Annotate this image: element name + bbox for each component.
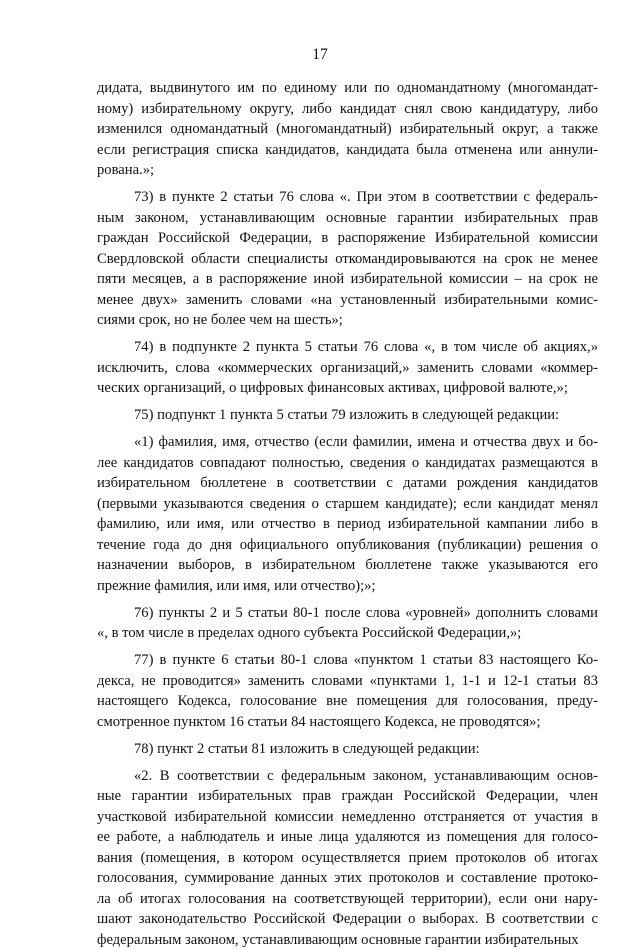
text-line: менее двух» заменить словами «на установленный избирательными комис- bbox=[97, 290, 598, 311]
document-body bbox=[97, 78, 598, 950]
text-line: «1) фамилия, имя, отчество (если фамилии, имена и отчества двух и бо- bbox=[97, 432, 598, 453]
text-line: ческих организаций, о цифровых финансовых активах, цифровой валюте,»; bbox=[97, 378, 598, 399]
text-line: ла об итогах голосования на соответствующей территории), если они нару- bbox=[97, 889, 598, 910]
paragraph-p-78 bbox=[97, 739, 598, 760]
paragraph-p-continuation bbox=[97, 78, 598, 181]
paragraph-p-75 bbox=[97, 405, 598, 426]
text-line: 78) пункт 2 статьи 81 изложить в следующей редакции: bbox=[97, 739, 598, 760]
page-number: 17 bbox=[0, 46, 640, 64]
text-line: ные гарантии избирательных прав граждан Российской Федерации, член bbox=[97, 786, 598, 807]
text-line: 77) в пункте 6 статьи 80-1 слова «пунктом 1 статьи 83 настоящего Ко- bbox=[97, 650, 598, 671]
paragraph-p-75-text bbox=[97, 432, 598, 596]
text-line: дидата, выдвинутого им по единому или по одномандатному (многомандат- bbox=[97, 78, 598, 99]
text-line: 74) в подпункте 2 пункта 5 статьи 76 слова «, в том числе об акциях,» bbox=[97, 337, 598, 358]
paragraph-p-74 bbox=[97, 337, 598, 399]
text-line: настоящего Кодекса, голосование вне помещения для голосования, преду- bbox=[97, 691, 598, 712]
text-line: избирательном бюллетене в соответствии с датами рождения кандидатов bbox=[97, 473, 598, 494]
text-line: ее работе, а наблюдатель и иные лица удаляются из помещения для голосо- bbox=[97, 827, 598, 848]
text-line: (первыми указываются сведения о старшем кандидате); если кандидат менял bbox=[97, 494, 598, 515]
text-line: «2. В соответствии с федеральным законом, устанавливающим основ- bbox=[97, 766, 598, 787]
text-line: изменился одномандатный (многомандатный) избирательный округ, а также bbox=[97, 119, 598, 140]
paragraph-p-78-text bbox=[97, 766, 598, 950]
text-line: лее кандидатов совпадают полностью, сведения о кандидатах размещаются в bbox=[97, 453, 598, 474]
text-line: 75) подпункт 1 пункта 5 статьи 79 изложить в следующей редакции: bbox=[97, 405, 598, 426]
text-line: декса, не проводится» заменить словами «пунктами 1, 1-1 и 12-1 статьи 83 bbox=[97, 671, 598, 692]
paragraph-p-77 bbox=[97, 650, 598, 732]
text-line: вания (помещения, в котором осуществляется прием протоколов об итогах bbox=[97, 848, 598, 869]
paragraph-p-73 bbox=[97, 187, 598, 331]
text-line: ным законом, устанавливающим основные гарантии избирательных прав bbox=[97, 208, 598, 229]
text-line: рована.»; bbox=[97, 160, 598, 181]
text-line: «, в том числе в пределах одного субъекта Российской Федерации,»; bbox=[97, 623, 598, 644]
text-line: 73) в пункте 2 статьи 76 слова «. При этом в соответствии с федераль- bbox=[97, 187, 598, 208]
paragraph-p-76 bbox=[97, 603, 598, 644]
text-line: смотренное пунктом 16 статьи 84 настоящего Кодекса, не проводятся»; bbox=[97, 712, 598, 733]
text-line: назначении выборов, в избирательном бюллетене также указываются его bbox=[97, 555, 598, 576]
text-line: прежние фамилия, или имя, или отчество);»; bbox=[97, 576, 598, 597]
text-line: граждан Российской Федерации, в распоряжение Избирательной комиссии bbox=[97, 228, 598, 249]
text-line: 76) пункты 2 и 5 статьи 80-1 после слова «уровней» дополнить словами bbox=[97, 603, 598, 624]
text-line: Свердловской области специалисты откомандировываются на срок не менее bbox=[97, 249, 598, 270]
text-line: исключить, слова «коммерческих организаций,» заменить словами «коммер- bbox=[97, 358, 598, 379]
text-line: ному) избирательному округу, либо кандидат снял свою кандидатуру, либо bbox=[97, 99, 598, 120]
text-line: федеральным законом, устанавливающим основные гарантии избирательных bbox=[97, 930, 598, 950]
text-line: участковой избирательной комиссии немедленно отстраняется от участия в bbox=[97, 807, 598, 828]
text-line: если регистрация списка кандидатов, кандидата была отменена или аннули- bbox=[97, 140, 598, 161]
text-line: течение года до дня официального опубликования (публикации) решения о bbox=[97, 535, 598, 556]
text-line: шают законодательство Российской Федерации о выборах. В соответствии с bbox=[97, 909, 598, 930]
text-line: фамилию, или имя, или отчество в период избирательной кампании либо в bbox=[97, 514, 598, 535]
text-line: голосования, суммирование данных этих протоколов и составление протоко- bbox=[97, 868, 598, 889]
text-line: сиями срок, но не более чем на шесть»; bbox=[97, 310, 598, 331]
text-line: пяти месяцев, а в распоряжение иной избирательной комиссии – на срок не bbox=[97, 269, 598, 290]
